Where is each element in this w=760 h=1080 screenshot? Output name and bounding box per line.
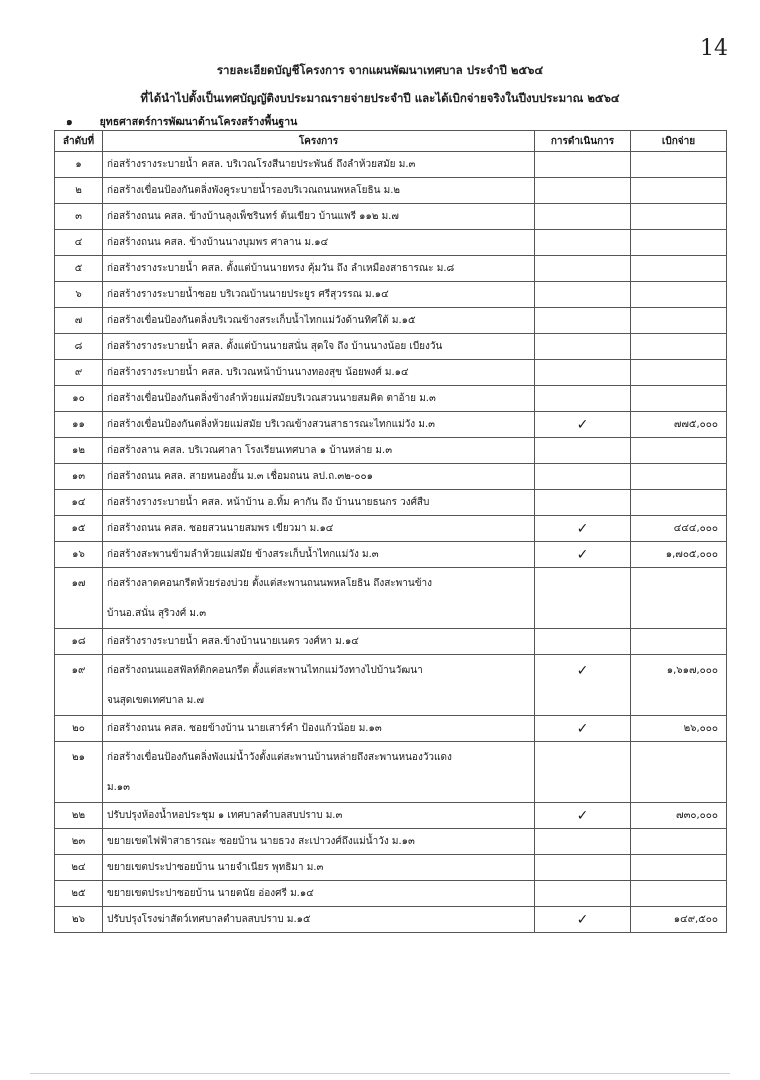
- project-name: ก่อสร้างรางระบายน้ำ คสล.ข้างบ้านนายเนตร วงศ์หา ม.๑๔: [103, 629, 535, 655]
- project-name: ก่อสร้างรางระบายน้ำ คสล. หน้าบ้าน อ.ทิ้ม คากัน ถึง บ้านนายธนกร วงศ์สืบ: [103, 490, 535, 516]
- table-row: [55, 829, 727, 855]
- status-check: [535, 360, 631, 386]
- row-number-blank: [55, 686, 103, 716]
- row-number: ๘: [55, 334, 103, 360]
- status-check: [535, 855, 631, 881]
- table-row: [55, 334, 727, 360]
- header-status: การดำเนินการ: [535, 131, 631, 152]
- project-name: ก่อสร้างถนน คสล. ข้างบ้านนางบุมพร ศาลาน ม.๑๔: [103, 230, 535, 256]
- budget-blank: [631, 773, 727, 803]
- status-check: [535, 568, 631, 600]
- project-name: ก่อสร้างเขื่อนป้องกันตลิ่งข้างลำห้วยแม่สมัยบริเวณสวนนายสมคิด ตาอ้าย ม.๓: [103, 386, 535, 412]
- table-row: [55, 308, 727, 334]
- row-number: ๓: [55, 204, 103, 230]
- table-row: [55, 464, 727, 490]
- table-row: [55, 256, 727, 282]
- row-number: ๕: [55, 256, 103, 282]
- status-check: [535, 204, 631, 230]
- project-name: ก่อสร้างรางระบายน้ำซอย บริเวณบ้านนายประยูร ศรีสุวรรณ ม.๑๔: [103, 282, 535, 308]
- status-check: ✓: [535, 716, 631, 742]
- table-row: [55, 360, 727, 386]
- row-number: ๑๐: [55, 386, 103, 412]
- budget-amount: [631, 256, 727, 282]
- status-check: [535, 629, 631, 655]
- page-bottom-rule: [30, 1073, 730, 1074]
- table-row: [55, 490, 727, 516]
- table-row: [55, 178, 727, 204]
- table-row: [55, 516, 727, 542]
- row-number: ๒๑: [55, 742, 103, 774]
- budget-amount: [631, 308, 727, 334]
- budget-amount: [631, 230, 727, 256]
- budget-amount: [631, 360, 727, 386]
- project-name: ขยายเขตไฟฟ้าสาธารณะ ซอยบ้าน นายธวง สะเปาวงศ์ถึงแม่น้ำวัง ม.๑๓: [103, 829, 535, 855]
- budget-amount: ๑,๖๑๗,๐๐๐: [631, 655, 727, 687]
- table-row: [55, 629, 727, 655]
- table-row: [55, 386, 727, 412]
- document-title: รายละเอียดบัญชีโครงการ จากแผนพัฒนาเทศบาล ประจำปี ๒๕๖๔: [216, 63, 544, 77]
- status-check: ✓: [535, 655, 631, 687]
- row-number: ๖: [55, 282, 103, 308]
- project-name: ก่อสร้างเขื่อนป้องกันตลิ่งบริเวณข้างสระเก็บน้ำไทกแม่วังด้านทิศใต้ ม.๑๕: [103, 308, 535, 334]
- project-name: ก่อสร้างเขื่อนป้องกันตลิ่งพังคูระบายน้ำรองบริเวณถนนพหลโยธิน ม.๒: [103, 178, 535, 204]
- row-number: ๑๙: [55, 655, 103, 687]
- budget-amount: [631, 490, 727, 516]
- status-check: [535, 282, 631, 308]
- row-number: ๒๒: [55, 803, 103, 829]
- status-check: [535, 881, 631, 907]
- status-check: [535, 386, 631, 412]
- budget-amount: [631, 568, 727, 600]
- table-row: [55, 742, 727, 774]
- table-row: [55, 152, 727, 178]
- budget-amount: [631, 464, 727, 490]
- row-number: ๑๗: [55, 568, 103, 600]
- status-check: [535, 490, 631, 516]
- project-name: ก่อสร้างถนน คสล. ซอยสวนนายสมพร เขียวมา ม.๑๔: [103, 516, 535, 542]
- row-number: ๒๓: [55, 829, 103, 855]
- status-blank: [535, 599, 631, 629]
- project-name: ก่อสร้างสะพานข้ามลำห้วยแม่สมัย ข้างสระเก็บน้ำไทกแม่วัง ม.๓: [103, 542, 535, 568]
- project-name: ก่อสร้างถนน คสล. ข้างบ้านลุงเพ็ชรินทร์ ต้นเขียว บ้านแพรี ๑๑๒ ม.๗: [103, 204, 535, 230]
- status-check: [535, 742, 631, 774]
- project-name: ก่อสร้างรางระบายน้ำ คสล. บริเวณโรงสีนายประพันธ์ ถึงลำห้วยสมัย ม.๓: [103, 152, 535, 178]
- budget-amount: [631, 282, 727, 308]
- project-name-continued: จนสุดเขตเทศบาล ม.๗: [103, 686, 535, 716]
- strategy-number: ๑: [66, 116, 73, 128]
- budget-amount: [631, 438, 727, 464]
- row-number: ๑๒: [55, 438, 103, 464]
- table-row: [55, 655, 727, 687]
- budget-amount: [631, 204, 727, 230]
- header-project: โครงการ: [103, 131, 535, 152]
- budget-amount: [631, 386, 727, 412]
- budget-amount: [631, 629, 727, 655]
- row-number: ๗: [55, 308, 103, 334]
- budget-amount: ๑๔๙,๕๐๐: [631, 907, 727, 933]
- row-number: ๑: [55, 152, 103, 178]
- table-row: [55, 716, 727, 742]
- project-name: ขยายเขตประปาซอยบ้าน นายตนัย อ่องศรี ม.๑๔: [103, 881, 535, 907]
- status-check: [535, 230, 631, 256]
- row-number: ๑๕: [55, 516, 103, 542]
- table-body: [55, 152, 727, 933]
- header-no: ลำดับที่: [55, 131, 103, 152]
- project-name: ก่อสร้างถนน คสล. ซอยข้างบ้าน นายเสาร์คำ ป้องแก้วน้อย ม.๑๓: [103, 716, 535, 742]
- budget-amount: ๗๓๐,๐๐๐: [631, 803, 727, 829]
- row-number-blank: [55, 773, 103, 803]
- table-row: [55, 855, 727, 881]
- project-name: ก่อสร้างเขื่อนป้องกันตลิ่งห้วยแม่สมัย บริเวณข้างสวนสาธารณะไทกแม่วัง ม.๓: [103, 412, 535, 438]
- header-budget: เบิกจ่าย: [631, 131, 727, 152]
- status-blank: [535, 773, 631, 803]
- row-number: ๑๑: [55, 412, 103, 438]
- budget-amount: ๒๖,๐๐๐: [631, 716, 727, 742]
- project-name: ก่อสร้างถนน คสล. สายหนองยั้น ม.๓ เชื่อมถนน ลป.ถ.๓๒-๐๐๑: [103, 464, 535, 490]
- project-name: ก่อสร้างลาดคอนกรีตห้วยร่องบ่วย ตั้งแต่สะพานถนนพหลโยธิน ถึงสะพานข้าง: [103, 568, 535, 600]
- table-row: [55, 542, 727, 568]
- project-name: ก่อสร้างเขื่อนป้องกันตลิ่งพังแม่น้ำวังตั้งแต่สะพานบ้านหล่ายถึงสะพานหนองวัวแดง: [103, 742, 535, 774]
- status-check: [535, 438, 631, 464]
- budget-amount: ๗๗๕,๐๐๐: [631, 412, 727, 438]
- status-check: [535, 308, 631, 334]
- strategy-heading: [66, 113, 297, 130]
- table-row: [55, 282, 727, 308]
- budget-amount: [631, 178, 727, 204]
- status-blank: [535, 686, 631, 716]
- page-number: 14: [700, 36, 728, 61]
- status-check: [535, 464, 631, 490]
- row-number: ๒: [55, 178, 103, 204]
- budget-blank: [631, 686, 727, 716]
- budget-amount: [631, 829, 727, 855]
- status-check: ✓: [535, 542, 631, 568]
- strategy-label: ยุทธศาสตร์การพัฒนาด้านโครงสร้างพื้นฐาน: [99, 116, 298, 128]
- table-row: [55, 568, 727, 600]
- table-row-continuation: [55, 599, 727, 629]
- budget-amount: [631, 855, 727, 881]
- project-name: ก่อสร้างรางระบายน้ำ คสล. บริเวณหน้าบ้านนางทองสุข น้อยพงศ์ ม.๑๔: [103, 360, 535, 386]
- row-number: ๑๖: [55, 542, 103, 568]
- project-name-continued: ม.๑๓: [103, 773, 535, 803]
- project-name: ก่อสร้างรางระบายน้ำ คสล. ตั้งแต่บ้านนายทรง คุ้มวัน ถึง ลำเหมืองสาธารณะ ม.๘: [103, 256, 535, 282]
- row-number: ๑๓: [55, 464, 103, 490]
- budget-amount: ๔๔๔,๐๐๐: [631, 516, 727, 542]
- row-number: ๒๖: [55, 907, 103, 933]
- budget-amount: [631, 742, 727, 774]
- project-name: ก่อสร้างลาน คสล. บริเวณศาลา โรงเรียนเทศบาล ๑ บ้านหล่าย ม.๓: [103, 438, 535, 464]
- row-number-blank: [55, 599, 103, 629]
- status-check: [535, 152, 631, 178]
- budget-amount: ๑,๗๐๕,๐๐๐: [631, 542, 727, 568]
- status-check: [535, 334, 631, 360]
- project-name-continued: บ้านอ.สนั่น สุริวงศ์ ม.๓: [103, 599, 535, 629]
- status-check: ✓: [535, 803, 631, 829]
- budget-amount: [631, 881, 727, 907]
- status-check: ✓: [535, 412, 631, 438]
- document-subtitle: ที่ได้นำไปตั้งเป็นเทศบัญญัติงบประมาณรายจ่ายประจำปี และได้เบิกจ่ายจริงในปีงบประมาณ ๒๕๖๔: [140, 91, 620, 105]
- table-row: [55, 412, 727, 438]
- table-header-row: [55, 131, 727, 152]
- status-check: ✓: [535, 516, 631, 542]
- budget-amount: [631, 334, 727, 360]
- table-row: [55, 803, 727, 829]
- row-number: ๔: [55, 230, 103, 256]
- row-number: ๒๐: [55, 716, 103, 742]
- project-name: ก่อสร้างถนนแอสฟัลท์ติกคอนกรีต ตั้งแต่สะพานไทกแม่วังทางไปบ้านวัฒนา: [103, 655, 535, 687]
- status-check: [535, 829, 631, 855]
- table-row-continuation: [55, 773, 727, 803]
- table-row: [55, 881, 727, 907]
- project-name: ขยายเขตประปาซอยบ้าน นายจำเนียร พุทธิมา ม.๓: [103, 855, 535, 881]
- status-check: [535, 178, 631, 204]
- row-number: ๙: [55, 360, 103, 386]
- budget-amount: [631, 152, 727, 178]
- status-check: ✓: [535, 907, 631, 933]
- row-number: ๑๔: [55, 490, 103, 516]
- table-row: [55, 438, 727, 464]
- table-row-continuation: [55, 686, 727, 716]
- project-name: ปรับปรุงโรงฆ่าสัตว์เทศบาลตำบลสบปราบ ม.๑๕: [103, 907, 535, 933]
- status-check: [535, 256, 631, 282]
- table-row: [55, 230, 727, 256]
- project-name: ก่อสร้างรางระบายน้ำ คสล. ตั้งแต่บ้านนายสนั่น สุดใจ ถึง บ้านนางน้อย เบียงวัน: [103, 334, 535, 360]
- row-number: ๒๔: [55, 855, 103, 881]
- row-number: ๑๘: [55, 629, 103, 655]
- row-number: ๒๕: [55, 881, 103, 907]
- table-row: [55, 907, 727, 933]
- project-name: ปรับปรุงห้องน้ำหอประชุม ๑ เทศบาลตำบลสบปราบ ม.๓: [103, 803, 535, 829]
- project-table: [54, 130, 727, 933]
- table-row: [55, 204, 727, 230]
- budget-blank: [631, 599, 727, 629]
